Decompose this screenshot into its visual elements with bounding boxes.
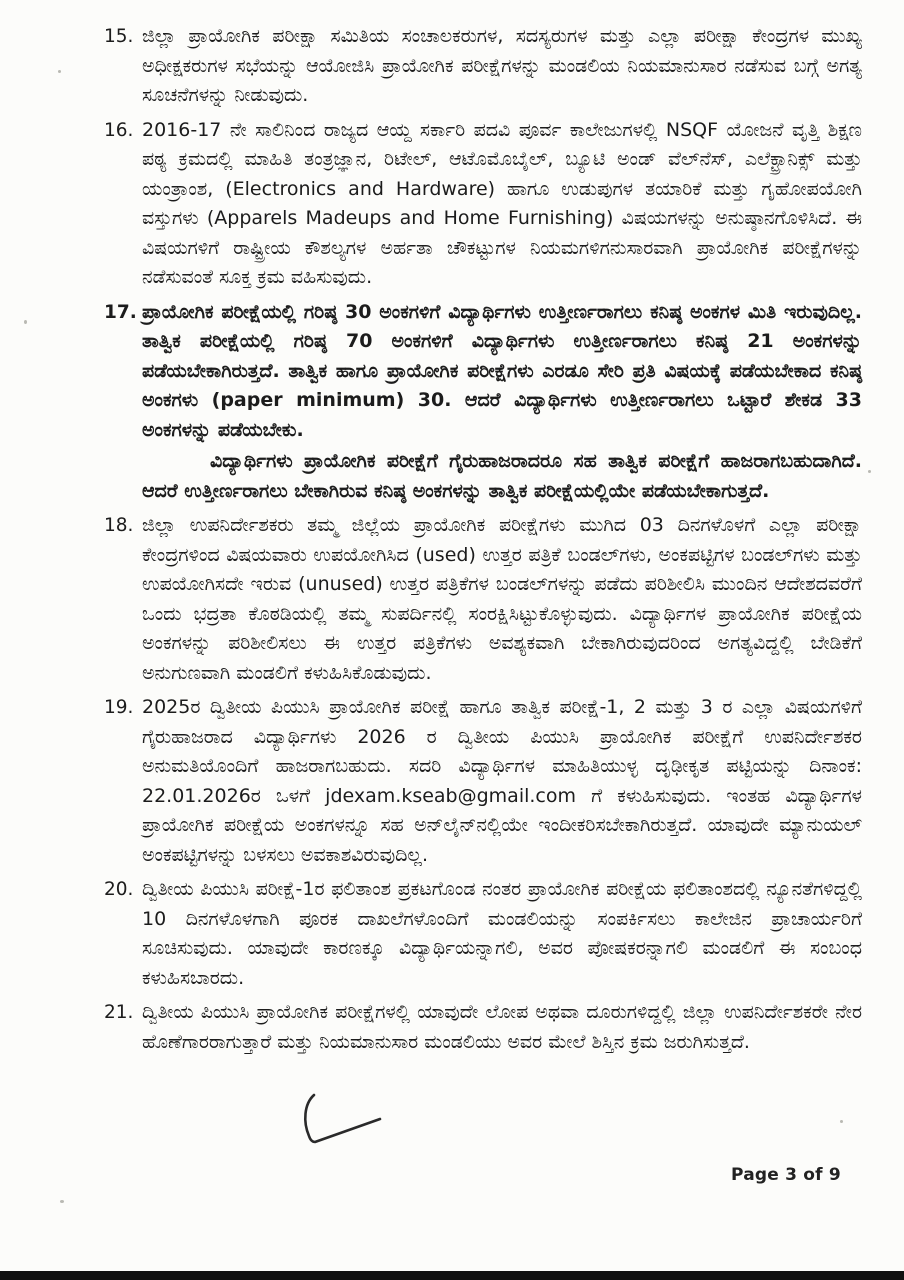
item-body xyxy=(142,693,862,870)
item-number: 17. xyxy=(104,301,137,323)
item-text: ದ್ವಿತೀಯ ಪಿಯುಸಿ ಪರೀಕ್ಷೆ-1ರ ಫಲಿತಾಂಶ ಪ್ರಕಟಗೊಂಡ ನಂತರ ಪ್ರಾಯೋಗಿಕ ಪರೀಕ್ಷೆಯ ಫಲಿತಾಂಶದಲ್ಲಿ ನ್ಯೂನತೆಗಳಿದ್ದಲ್ಲಿ 10 ದಿನಗಳೊಳಗಾಗಿ ಪೂರಕ ದಾಖಲೆಗಳೊಂದಿಗೆ ಮಂಡಲಿಯನ್ನು ಸಂಪರ್ಕಿಸಲು ಕಾಲೇಜಿನ ಪ್ರಾಚಾರ್ಯರಿಗೆ ಸೂಚಿಸುವುದು. ಯಾವುದೇ ಕಾರಣಕ್ಕೂ ವಿದ್ಯಾರ್ಥಿಯನ್ನಾಗಲಿ, ಅವರ ಪೋಷಕರನ್ನಾಗಲಿ ಮಂಡಲಿಗೆ ಈ ಸಂಬಂಧ ಕಳುಹಿಸಬಾರದು. xyxy=(142,878,862,989)
item-body xyxy=(142,511,862,688)
handwritten-signature-mark xyxy=(292,1092,392,1150)
item-number: 21. xyxy=(104,1002,134,1023)
list-item-21 xyxy=(104,998,862,1057)
scan-speckle xyxy=(58,70,61,73)
scan-edge-artifact xyxy=(0,1271,904,1280)
item-body xyxy=(142,998,862,1057)
item-text: ದ್ವಿತೀಯ ಪಿಯುಸಿ ಪ್ರಾಯೋಗಿಕ ಪರೀಕ್ಷೆಗಳಲ್ಲಿ ಯಾವುದೇ ಲೋಪ ಅಥವಾ ದೂರುಗಳಿದ್ದಲ್ಲಿ ಜಿಲ್ಲಾ ಉಪನಿರ್ದೇಶಕರೇ ನೇರ ಹೊಣೆಗಾರರಾಗುತ್ತಾರೆ ಮತ್ತು ನಿಯಮಾನುಸಾರ ಮಂಡಲಿಯು ಅವರ ಮೇಲೆ ಶಿಸ್ತಿನ ಕ್ರಮ ಜರುಗಿಸುತ್ತದೆ. xyxy=(142,1001,862,1053)
item-text: ಜಿಲ್ಲಾ ಉಪನಿರ್ದೇಶಕರು ತಮ್ಮ ಜಿಲ್ಲೆಯ ಪ್ರಾಯೋಗಿಕ ಪರೀಕ್ಷೆಗಳು ಮುಗಿದ 03 ದಿನಗಳೊಳಗೆ ಎಲ್ಲಾ ಪರೀಕ್ಷಾ ಕೇಂದ್ರಗಳಿಂದ ವಿಷಯವಾರು ಉಪಯೋಗಿಸಿದ (used) ಉತ್ತರ ಪತ್ರಿಕೆ ಬಂಡಲ್‌ಗಳು, ಅಂಕಪಟ್ಟಿಗಳ ಬಂಡಲ್‌ಗಳು ಮತ್ತು ಉಪಯೋಗಿಸದೇ ಇರುವ (unused) ಉತ್ತರ ಪತ್ರಿಕೆಗಳ ಬಂಡಲ್‌ಗಳನ್ನು ಪಡೆದು ಪರಿಶೀಲಿಸಿ ಮುಂದಿನ ಆದೇಶದವರೆಗೆ ಒಂದು ಭದ್ರತಾ ಕೊಠಡಿಯಲ್ಲಿ ತಮ್ಮ ಸುಪರ್ದಿನಲ್ಲಿ ಸಂರಕ್ಷಿಸಿಟ್ಟುಕೊಳ್ಳುವುದು. ವಿದ್ಯಾರ್ಥಿಗಳ ಪ್ರಾಯೋಗಿಕ ಪರೀಕ್ಷೆಯ ಅಂಕಗಳನ್ನು ಪರಿಶೀಲಿಸಲು ಈ ಉತ್ತರ ಪತ್ರಿಕೆಗಳು ಅವಶ್ಯಕವಾಗಿ ಬೇಕಾಗಿರುವುದರಿಂದ ಅಗತ್ಯವಿದ್ದಲ್ಲಿ ಬೇಡಿಕೆಗೆ ಅನುಗುಣವಾಗಿ ಮಂಡಲಿಗೆ ಕಳುಹಿಸಿಕೊಡುವುದು. xyxy=(142,514,862,684)
item-text: 2025ರ ದ್ವಿತೀಯ ಪಿಯುಸಿ ಪ್ರಾಯೋಗಿಕ ಪರೀಕ್ಷೆ ಹಾಗೂ ತಾತ್ವಿಕ ಪರೀಕ್ಷೆ-1, 2 ಮತ್ತು 3 ರ ಎಲ್ಲಾ ವಿಷಯಗಳಿಗೆ ಗೈರುಹಾಜರಾದ ವಿದ್ಯಾರ್ಥಿಗಳು 2026 ರ ದ್ವಿತೀಯ ಪಿಯುಸಿ ಪ್ರಾಯೋಗಿಕ ಪರೀಕ್ಷೆಗೆ ಉಪನಿರ್ದೇಶಕರ ಅನುಮತಿಯೊಂದಿಗೆ ಹಾಜರಾಗಬಹುದು. ಸದರಿ ವಿದ್ಯಾರ್ಥಿಗಳ ಮಾಹಿತಿಯುಳ್ಳ ದೃಢೀಕೃತ ಪಟ್ಟಿಯನ್ನು ದಿನಾಂಕ: 22.01.2026ರ ಒಳಗೆ jdexam.kseab@gmail.com ಗೆ ಕಳುಹಿಸುವುದು. ಇಂತಹ ವಿದ್ಯಾರ್ಥಿಗಳ ಪ್ರಾಯೋಗಿಕ ಪರೀಕ್ಷೆಯ ಅಂಕಗಳನ್ನೂ ಸಹ ಅನ್‌ಲೈನ್‌ನಲ್ಲಿಯೇ ಇಂದೀಕರಿಸಬೇಕಾಗಿರುತ್ತದೆ. ಯಾವುದೇ ಮ್ಯಾನುಯಲ್ ಅಂಕಪಟ್ಟಿಗಳನ್ನು ಬಳಸಲು ಅವಕಾಶವಿರುವುದಿಲ್ಲ. xyxy=(142,696,862,866)
item-number: 15. xyxy=(104,26,134,47)
item-body xyxy=(142,116,862,293)
list-item-20 xyxy=(104,875,862,993)
scan-speckle xyxy=(840,1120,843,1123)
scan-speckle xyxy=(60,1200,64,1203)
page-number: Page 3 of 9 xyxy=(731,1165,841,1185)
item-body xyxy=(142,298,862,507)
list-item-15 xyxy=(104,22,862,111)
list-item-18 xyxy=(104,511,862,688)
list-item-16 xyxy=(104,116,862,293)
item-text: 2016-17 ನೇ ಸಾಲಿನಿಂದ ರಾಜ್ಯದ ಆಯ್ದ ಸರ್ಕಾರಿ ಪದವಿ ಪೂರ್ವ ಕಾಲೇಜುಗಳಲ್ಲಿ NSQF ಯೋಜನೆ ವೃತ್ತಿ ಶಿಕ್ಷಣ ಪಠ್ಯ ಕ್ರಮದಲ್ಲಿ ಮಾಹಿತಿ ತಂತ್ರಜ್ಞಾನ, ರಿಟೇಲ್, ಆಟೊಮೊಬೈಲ್, ಬ್ಯೂಟಿ ಅಂಡ್ ವೆಲ್‌ನೆಸ್, ಎಲೆಕ್ಟ್ರಾನಿಕ್ಸ್ ಮತ್ತು ಯಂತ್ರಾಂಶ, (Electronics and Hardware) ಹಾಗೂ ಉಡುಪುಗಳ ತಯಾರಿಕೆ ಮತ್ತು ಗೃಹೋಪಯೋಗಿ ವಸ್ತುಗಳು (Apparels Madeups and Home Furnishing) ವಿಷಯಗಳನ್ನು ಅನುಷ್ಠಾನಗೊಳಿಸಿದೆ. ಈ ವಿಷಯಗಳಿಗೆ ರಾಷ್ಟ್ರೀಯ ಕೌಶಲ್ಯಗಳ ಅರ್ಹತಾ ಚೌಕಟ್ಟುಗಳ ನಿಯಮಗಳಿಗನುಸಾರವಾಗಿ ಪ್ರಾಯೋಗಿಕ ಪರೀಕ್ಷೆಗಳನ್ನು ನಡೆಸುವಂತೆ ಸೂಕ್ತ ಕ್ರಮ ವಹಿಸುವುದು. xyxy=(142,118,862,288)
scan-speckle xyxy=(24,320,27,324)
list-item-17 xyxy=(104,298,862,507)
item-text: ಜಿಲ್ಲಾ ಪ್ರಾಯೋಗಿಕ ಪರೀಕ್ಷಾ ಸಮಿತಿಯ ಸಂಚಾಲಕರುಗಳ, ಸದಸ್ಯರುಗಳ ಮತ್ತು ಎಲ್ಲಾ ಪರೀಕ್ಷಾ ಕೇಂದ್ರಗಳ ಮುಖ್ಯ ಅಧೀಕ್ಷಕರುಗಳ ಸಭೆಯನ್ನು ಆಯೋಜಿಸಿ ಪ್ರಾಯೋಗಿಕ ಪರೀಕ್ಷೆಗಳನ್ನು ಮಂಡಲಿಯ ನಿಯಮಾನುಸಾರ ನಡೆಸುವ ಬಗ್ಗೆ ಅಗತ್ಯ ಸೂಚನೆಗಳನ್ನು ನೀಡುವುದು. xyxy=(142,25,862,106)
item-number: 20. xyxy=(104,879,134,900)
scan-speckle xyxy=(868,470,871,473)
item-body xyxy=(142,875,862,993)
item-continuation-text: ವಿದ್ಯಾರ್ಥಿಗಳು ಪ್ರಾಯೋಗಿಕ ಪರೀಕ್ಷೆಗೆ ಗೈರುಹಾಜರಾದರೂ ಸಹ ತಾತ್ವಿಕ ಪರೀಕ್ಷೆಗೆ ಹಾಜರಾಗಬಹುದಾಗಿದೆ. ಆದರೆ ಉತ್ತೀರ್ಣರಾಗಲು ಬೇಕಾಗಿರುವ ಕನಿಷ್ಠ ಅಂಕಗಳನ್ನು ತಾತ್ವಿಕ ಪರೀಕ್ಷೆಯಲ್ಲಿಯೇ ಪಡೆಯಬೇಕಾಗುತ್ತದೆ. xyxy=(142,450,862,502)
item-number: 18. xyxy=(104,515,134,536)
item-number: 19. xyxy=(104,697,134,718)
item-number: 16. xyxy=(104,119,134,141)
item-text: ಪ್ರಾಯೋಗಿಕ ಪರೀಕ್ಷೆಯಲ್ಲಿ ಗರಿಷ್ಠ 30 ಅಂಕಗಳಿಗೆ ವಿದ್ಯಾರ್ಥಿಗಳು ಉತ್ತೀರ್ಣರಾಗಲು ಕನಿಷ್ಠ ಅಂಕಗಳ ಮಿತಿ ಇರುವುದಿಲ್ಲ. ತಾತ್ವಿಕ ಪರೀಕ್ಷೆಯಲ್ಲಿ ಗರಿಷ್ಠ 70 ಅಂಕಗಳಿಗೆ ವಿದ್ಯಾರ್ಥಿಗಳು ಉತ್ತೀರ್ಣರಾಗಲು ಕನಿಷ್ಠ 21 ಅಂಕಗಳನ್ನು ಪಡೆಯಬೇಕಾಗಿರುತ್ತದೆ. ತಾತ್ವಿಕ ಹಾಗೂ ಪ್ರಾಯೋಗಿಕ ಪರೀಕ್ಷೆಗಳು ಎರಡೂ ಸೇರಿ ಪ್ರತಿ ವಿಷಯಕ್ಕೆ ಪಡೆಯಬೇಕಾದ ಕನಿಷ್ಠ ಅಂಕಗಳು (paper minimum) 30. ಆದರೆ ವಿದ್ಯಾರ್ಥಿಗಳು ಉತ್ತೀರ್ಣರಾಗಲು ಒಟ್ಟಾರೆ ಶೇಕಡ 33 ಅಂಕಗಳನ್ನು ಪಡೆಯಬೇಕು. xyxy=(142,300,862,441)
list-item-19 xyxy=(104,693,862,870)
item-body xyxy=(142,22,862,111)
document-body xyxy=(104,22,862,1062)
